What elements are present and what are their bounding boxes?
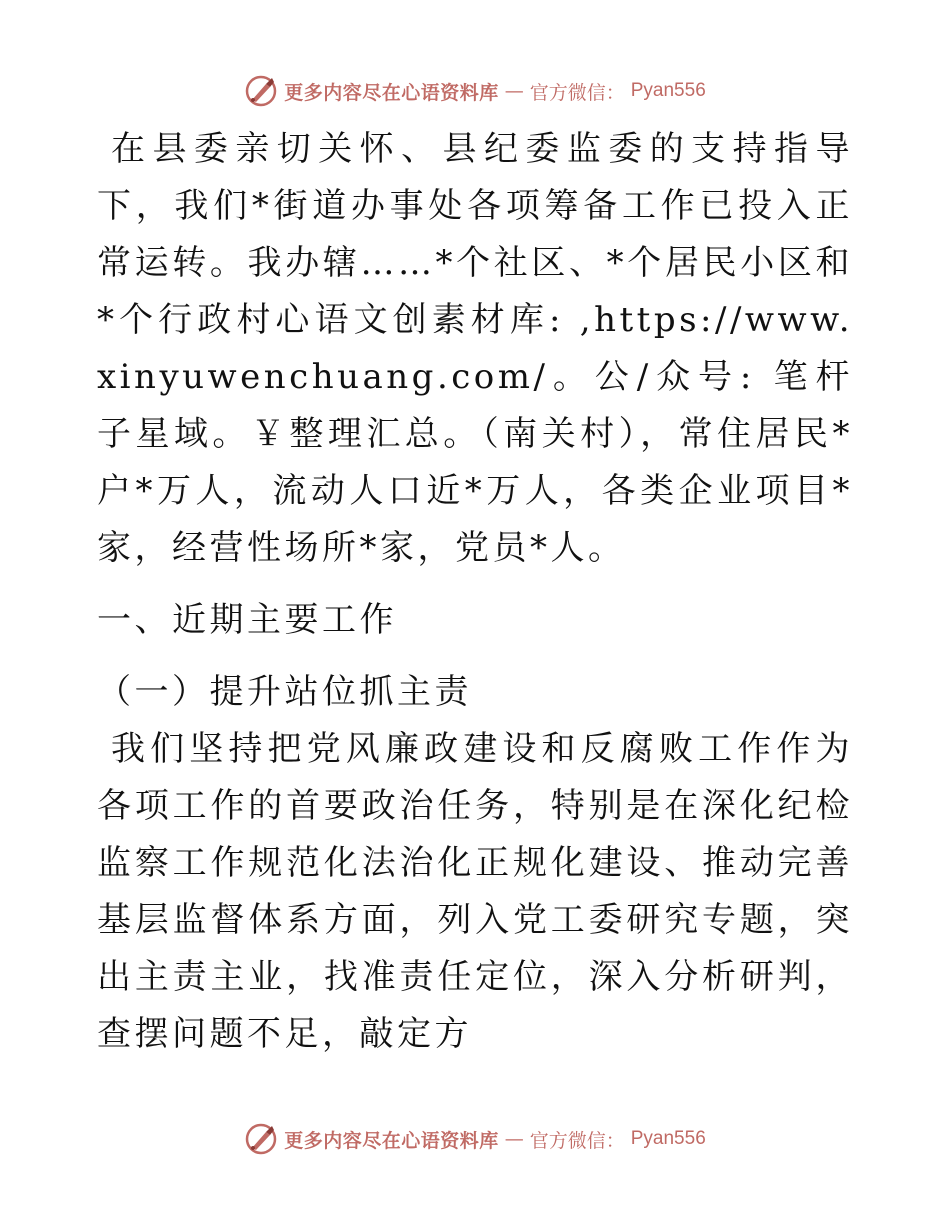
banner-wechat-label: 官方微信： <box>529 81 625 104</box>
banner-wechat-id: Pyan556 <box>630 1128 706 1149</box>
paragraph-work: 我们坚持把党风廉政建设和反腐败工作作为各项工作的首要政治任务，特别是在深化纪检监察工作规范化法治化正规化建设、推动完善基层监督体系方面，列入党工委研究专题，突出主责主业，找准责任定位，深入分析研判，查摆问题不足，敲定方 <box>97 729 853 1054</box>
banner-dash: — <box>504 80 524 102</box>
quill-pen-logo-icon <box>244 1122 278 1156</box>
banner-slogan: 更多内容尽在心语资料库 <box>284 81 499 104</box>
quill-pen-logo-icon <box>244 74 278 108</box>
banner-wechat-label: 官方微信： <box>529 1129 625 1152</box>
footer-watermark-banner <box>0 1119 950 1159</box>
banner-wechat-id: Pyan556 <box>630 80 706 101</box>
header-watermark-banner <box>0 71 950 111</box>
document-body <box>97 121 853 1063</box>
paragraph-intro: 在县委亲切关怀、县纪委监委的支持指导下，我们*街道办事处各项筹备工作已投入正常运转。我办辖……*个社区、*个居民小区和*个行政村心语文创素材库: ,https://www.xinyuwenchuang.com/。公/众号: 笔杆子星域。￥整理汇总。（南关村），常住居民*户*万人，流动人口近*万人，各类企业项目*家，经营性场所*家，党员*人。 <box>97 129 853 568</box>
banner-dash: — <box>504 1128 524 1150</box>
banner-slogan: 更多内容尽在心语资料库 <box>284 1129 499 1152</box>
section-heading: 一、近期主要工作 <box>97 600 397 640</box>
subsection-heading: （一）提升站位抓主责 <box>97 672 472 712</box>
